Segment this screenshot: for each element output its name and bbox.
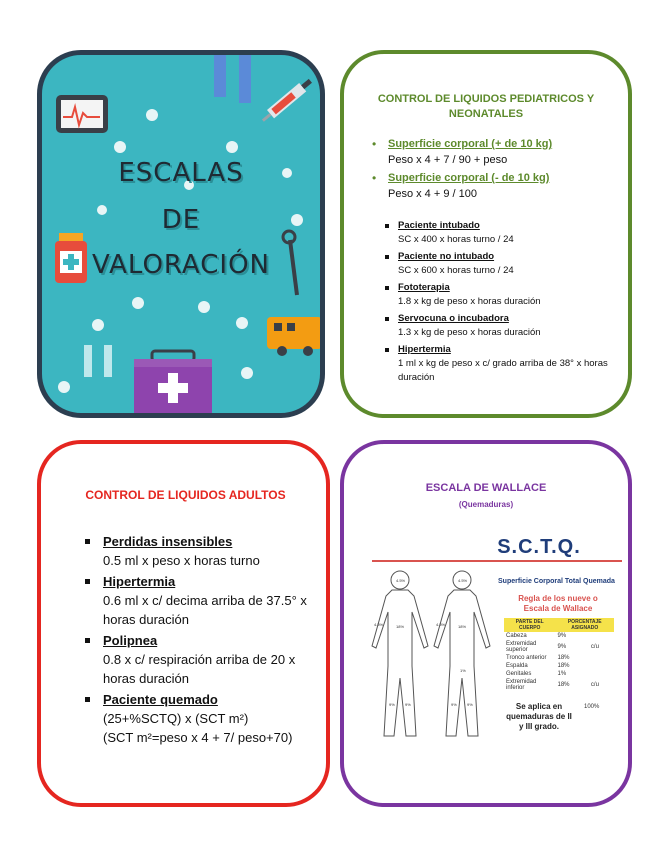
item-text: 1.8 x kg de peso x horas duración <box>398 296 541 307</box>
cover-title-line2: DE <box>161 205 201 235</box>
list-item <box>81 631 311 688</box>
list-item <box>382 250 612 278</box>
item-text: 0.8 x c/ respiración arriba de 20 x horas duración <box>103 652 296 686</box>
svg-text:18%: 18% <box>396 624 405 629</box>
svg-text:9%: 9% <box>405 702 411 707</box>
table-row: Espalda 18% <box>506 663 570 669</box>
item-head: Fototerapia <box>398 282 450 293</box>
item-head: Paciente intubado <box>398 220 480 231</box>
wallace-title: ESCALA DE WALLACE <box>425 482 547 494</box>
cover-card <box>37 50 325 418</box>
list-item <box>81 572 311 629</box>
item-head: Paciente quemado <box>103 692 218 707</box>
ambulance-icon <box>267 317 320 356</box>
item-text: 0.5 ml x peso x horas turno <box>103 553 260 568</box>
item-text: 1.3 x kg de peso x horas duración <box>398 327 541 338</box>
cover-title-line3: VALORACIÓN <box>91 250 270 280</box>
formula-item <box>368 170 616 202</box>
svg-text:18%: 18% <box>458 624 467 629</box>
pediatric-title: CONTROL DE LIQUIDOS PEDIATRICOS Y NEONATALES <box>377 93 595 120</box>
item-head: Polipnea <box>103 633 158 648</box>
pediatric-items <box>382 219 612 385</box>
list-item <box>81 532 311 570</box>
adult-card <box>37 440 330 807</box>
item-text: (25+%SCTQ) x (SCT m²) <box>103 711 249 726</box>
first-aid-kit-icon <box>134 351 212 413</box>
ampoule-icon <box>214 55 251 103</box>
svg-text:4.5%: 4.5% <box>374 622 384 627</box>
svg-text:9%: 9% <box>389 702 395 707</box>
heart-monitor-icon <box>56 95 108 133</box>
list-item <box>382 219 612 247</box>
table-row: Extremidad superior 9% c/u <box>506 641 599 653</box>
item-head: Paciente no intubado <box>398 251 495 262</box>
svg-text:4.5%: 4.5% <box>396 578 406 583</box>
item-head: Perdidas insensibles <box>103 534 233 549</box>
total-percent: 100% <box>584 704 600 710</box>
syringe-icon <box>259 77 314 125</box>
wallace-card <box>340 440 632 807</box>
sctq-heading: S.C.T.Q. <box>497 536 581 558</box>
table-row: Cabeza 9% <box>506 633 567 639</box>
item-head: Hipertermia <box>103 574 176 589</box>
list-item <box>382 343 612 385</box>
pediatric-formulas <box>368 136 616 202</box>
adult-items <box>81 532 311 747</box>
item-text: SC x 600 x horas turno / 24 <box>398 265 514 276</box>
rule-title: Regla de los nueve o Escala de Wallace <box>518 594 598 613</box>
list-item <box>382 281 612 309</box>
formula-text: Peso x 4 + 7 / 90 + peso <box>388 154 508 166</box>
table-row: Tronco anterior 18% <box>506 655 570 661</box>
item-text-2: (SCT m²=peso x 4 + 7/ peso+70) <box>103 730 293 745</box>
sctq-caption: Superficie Corporal Total Quemada <box>498 578 615 585</box>
item-text: 1 ml x kg de peso x c/ grado arriba de 38° x horas duración <box>398 358 608 383</box>
table-header-pct: PORCENTAJE ASIGNADO <box>567 619 602 631</box>
wallace-note: Se aplica en quemaduras de II y III grado. <box>506 702 572 731</box>
item-text: SC x 400 x horas turno / 24 <box>398 234 514 245</box>
body-diagram <box>362 566 502 751</box>
adult-title: CONTROL DE LIQUIDOS ADULTOS <box>85 488 286 502</box>
svg-text:4.5%: 4.5% <box>458 578 468 583</box>
formula-label: Superficie corporal (+ de 10 kg) <box>388 138 553 150</box>
formula-item <box>368 136 616 168</box>
table-row: Genitales 1% <box>506 671 567 677</box>
pediatric-card <box>340 50 632 418</box>
formula-label: Superficie corporal (- de 10 kg) <box>388 172 550 184</box>
list-item <box>382 312 612 340</box>
svg-text:1%: 1% <box>460 668 466 673</box>
svg-text:4.5%: 4.5% <box>436 622 446 627</box>
svg-text:9%: 9% <box>467 702 473 707</box>
table-header-part: PARTE DEL CUERPO <box>515 619 544 631</box>
red-divider <box>372 560 622 562</box>
wallace-table <box>504 618 614 692</box>
list-item <box>81 690 311 747</box>
item-text: 0.6 ml x c/ decima arriba de 37.5° x horas duración <box>103 593 307 627</box>
svg-text:9%: 9% <box>451 702 457 707</box>
item-head: Hipertermia <box>398 344 451 355</box>
cover-title-line1: ESCALAS <box>118 158 244 188</box>
table-row: Extremidad inferior 18% c/u <box>506 679 599 691</box>
ampoule-bottom-icon <box>84 345 112 377</box>
item-head: Servocuna o incubadora <box>398 313 509 324</box>
wallace-subtitle: (Quemaduras) <box>458 500 514 509</box>
formula-text: Peso x 4 + 9 / 100 <box>388 188 477 200</box>
